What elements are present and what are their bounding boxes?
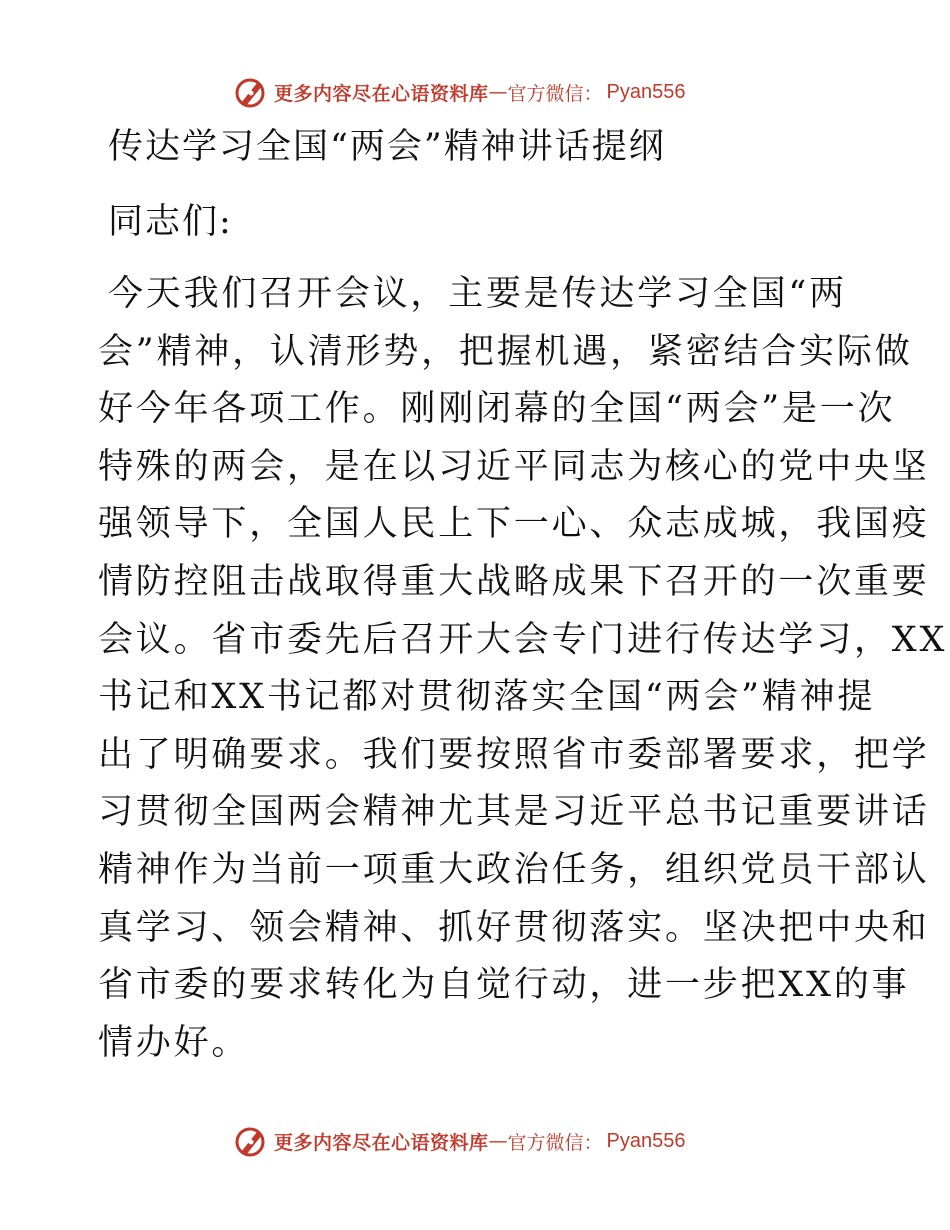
pen-nib-circle-icon — [232, 74, 268, 110]
watermark-wechat-label: 官方微信： — [507, 82, 603, 105]
watermark-wechat-id: Pyan556 — [606, 1129, 686, 1152]
body-line: 情办好。 — [98, 1022, 250, 1063]
body-line: 会议。省市委先后召开大会专门进行传达学习，XX — [98, 619, 948, 660]
body-line: 省市委的要求转化为自觉行动，进一步把XX的事 — [98, 965, 910, 1006]
body-line: 精神作为当前一项重大政治任务，组织党员干部认 — [98, 849, 930, 890]
body-line: 特殊的两会，是在以习近平同志为核心的党中央坚 — [98, 446, 930, 487]
body-line: 会”精神，认清形势，把握机遇，紧密结合实际做 — [98, 331, 913, 372]
watermark-site-text: 更多内容尽在心语资料库 — [274, 82, 489, 105]
header-watermark — [232, 72, 686, 112]
body-line: 书记和XX书记都对贯彻落实全国“两会”精神提 — [98, 677, 876, 718]
watermark-wechat-label: 官方微信： — [507, 1131, 603, 1154]
body-line: 强领导下，全国人民上下一心、众志成城，我国疫 — [98, 504, 930, 545]
body-line: 真学习、领会精神、抓好贯彻落实。坚决把中央和 — [98, 907, 930, 948]
body-line: 今天我们召开会议，主要是传达学习全国“两 — [108, 274, 847, 314]
body-line: 好今年各项工作。刚刚闭幕的全国“两会”是一次 — [98, 389, 896, 430]
pen-nib-circle-icon — [232, 1123, 268, 1159]
watermark-site-text: 更多内容尽在心语资料库 — [274, 1131, 489, 1154]
body-paragraph — [98, 266, 948, 1072]
body-line: 习贯彻全国两会精神尤其是习近平总书记重要讲话 — [98, 792, 930, 833]
document-title: 传达学习全国“两会”精神讲话提纲 — [108, 127, 666, 167]
body-line: 情防控阻击战取得重大战略成果下召开的一次重要 — [98, 561, 930, 602]
watermark-dash: — — [488, 81, 508, 103]
watermark-dash: — — [488, 1130, 508, 1152]
watermark-wechat-id: Pyan556 — [606, 80, 686, 103]
body-line: 出了明确要求。我们要按照省市委部署要求，把学 — [98, 734, 930, 775]
footer-watermark — [232, 1121, 686, 1161]
greeting: 同志们: — [108, 202, 233, 242]
